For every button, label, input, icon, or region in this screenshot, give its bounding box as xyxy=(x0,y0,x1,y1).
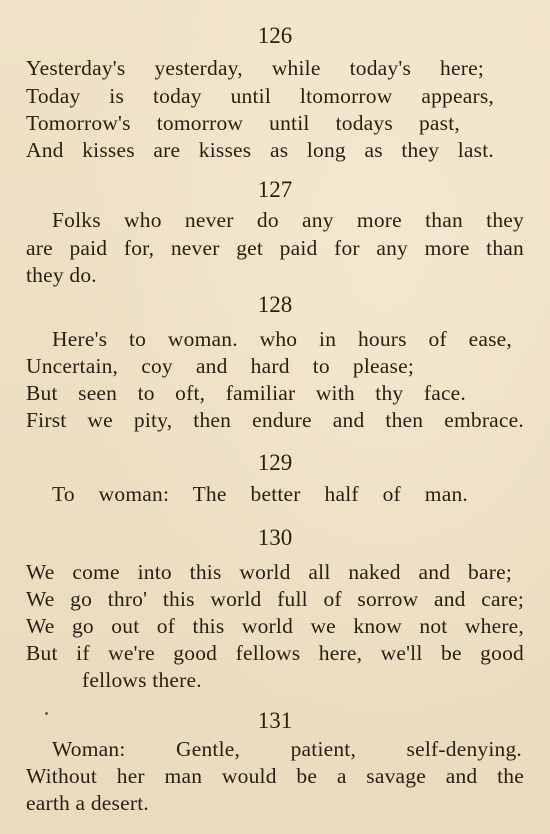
entry-number-130: 130 xyxy=(257,525,293,550)
entry-128-line-4: First we pity, then endure and then embrace. xyxy=(26,408,524,432)
entry-126-line-1: Yesterday's yesterday, while today's here; xyxy=(26,56,484,80)
entry-130-line-2: We go thro' this world full of sorrow and care; xyxy=(26,587,524,611)
entry-131-line-3: earth a desert. xyxy=(26,791,149,815)
entry-126-line-3: Tomorrow's tomorrow until todays past, xyxy=(26,111,460,135)
entry-127-line-3: they do. xyxy=(26,263,97,287)
entry-number-126: 126 xyxy=(257,23,293,48)
entry-number-127: 127 xyxy=(257,177,293,202)
entry-130-line-4: But if we're good fellows here, we'll be good xyxy=(26,641,524,665)
entry-127-line-2: are paid for, never get paid for any more than xyxy=(26,236,524,260)
entry-130-line-5: fellows there. xyxy=(82,668,202,692)
entry-130-line-3: We go out of this world we know not where, xyxy=(26,614,524,638)
entry-number-128: 128 xyxy=(257,292,293,317)
entry-127-line-1: Folks who never do any more than they xyxy=(52,208,524,232)
entry-128-line-3: But seen to oft, familiar with thy face. xyxy=(26,381,466,405)
entry-number-131: 131 xyxy=(257,708,293,733)
entry-number-129: 129 xyxy=(257,450,293,475)
entry-129-line-1: To woman: The better half of man. xyxy=(52,482,468,506)
entry-126-line-4: And kisses are kisses as long as they last. xyxy=(26,138,494,162)
entry-131-line-2: Without her man would be a savage and the xyxy=(26,764,524,788)
entry-130-line-1: We come into this world all naked and bare; xyxy=(26,560,512,584)
entry-128-line-1: Here's to woman. who in hours of ease, xyxy=(52,327,512,351)
entry-128-line-2: Uncertain, coy and hard to please; xyxy=(26,354,414,378)
entry-126-line-2: Today is today until ltomorrow appears, xyxy=(26,84,494,108)
entry-131-line-1: Woman: Gentle, patient, self-denying. xyxy=(52,737,522,761)
